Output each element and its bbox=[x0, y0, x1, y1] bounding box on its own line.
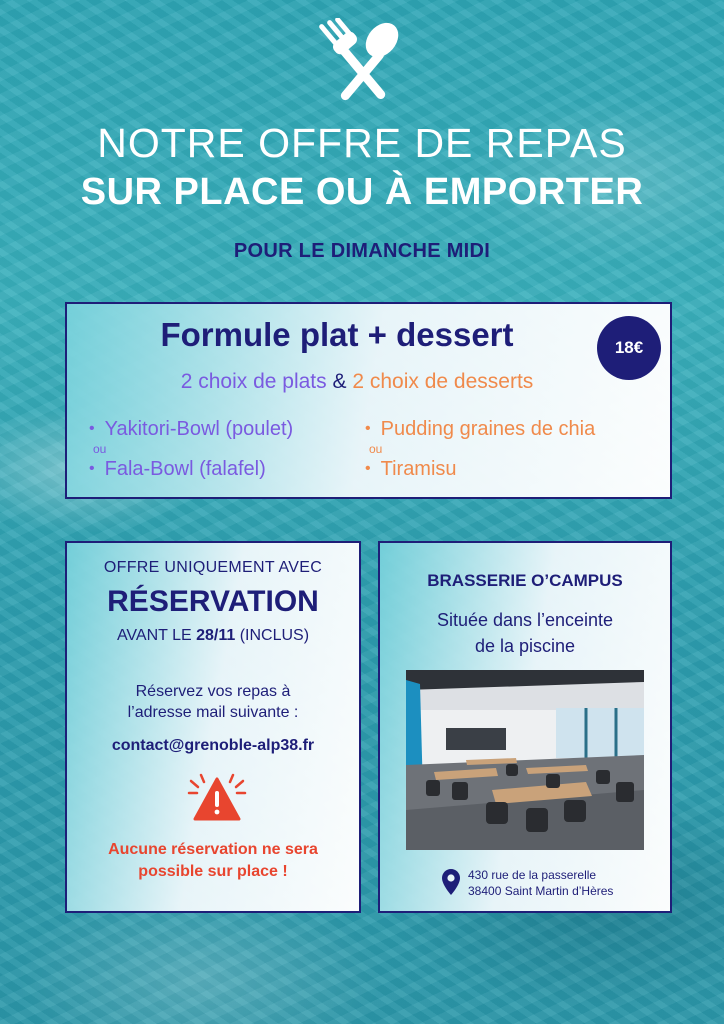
brasserie-location: Située dans l’enceinte de la piscine bbox=[436, 610, 614, 656]
restaurant-photo bbox=[406, 670, 644, 850]
map-pin-icon bbox=[442, 869, 460, 895]
brasserie-panel bbox=[378, 541, 672, 913]
list-item: • Pudding graines de chia bbox=[365, 417, 596, 440]
deadline-date: 28/11 bbox=[196, 627, 236, 644]
choices-plats: 2 choix de plats bbox=[180, 370, 327, 393]
plats-list bbox=[89, 416, 293, 482]
reservation-alert: Aucune réservation ne sera possible sur place ! bbox=[108, 841, 318, 880]
choices-ampersand: & bbox=[332, 370, 347, 393]
ou-label: ou bbox=[369, 442, 383, 456]
list-item: • Fala-Bowl (falafel) bbox=[89, 457, 266, 480]
warning-icon bbox=[187, 771, 247, 821]
subtitle: POUR LE DIMANCHE MIDI bbox=[233, 240, 491, 262]
ou-label: ou bbox=[93, 442, 107, 456]
title-line2: SUR PLACE OU À EMPORTER bbox=[80, 171, 644, 213]
brasserie-title: BRASSERIE O’CAMPUS bbox=[427, 571, 623, 590]
list-item: • Yakitori-Bowl (poulet) bbox=[89, 417, 294, 440]
formule-title: Formule plat + dessert bbox=[160, 316, 514, 353]
reservation-instructions: Réservez vos repas à l’adresse mail suivante : bbox=[127, 683, 299, 721]
reservation-heading: RÉSERVATION bbox=[107, 585, 319, 618]
choices-line bbox=[67, 370, 647, 394]
price-badge: 18€ bbox=[597, 316, 661, 380]
reservation-email[interactable]: contact@grenoble-alp38.fr bbox=[111, 737, 315, 754]
title-line1: NOTRE OFFRE DE REPAS bbox=[97, 120, 627, 166]
brasserie-address: 430 rue de la passerelle 38400 Saint Martin d’Hères bbox=[468, 868, 614, 898]
desserts-list bbox=[365, 416, 595, 482]
fork-spoon-icon bbox=[312, 18, 412, 108]
formule-panel bbox=[65, 302, 672, 499]
reservation-deadline: AVANT LE 28/11 (INCLUS) bbox=[116, 627, 310, 644]
list-item: • Tiramisu bbox=[365, 457, 457, 480]
choices-desserts: 2 choix de desserts bbox=[352, 370, 534, 393]
reservation-panel bbox=[65, 541, 361, 913]
reservation-line1: OFFRE UNIQUEMENT AVEC bbox=[103, 559, 323, 576]
